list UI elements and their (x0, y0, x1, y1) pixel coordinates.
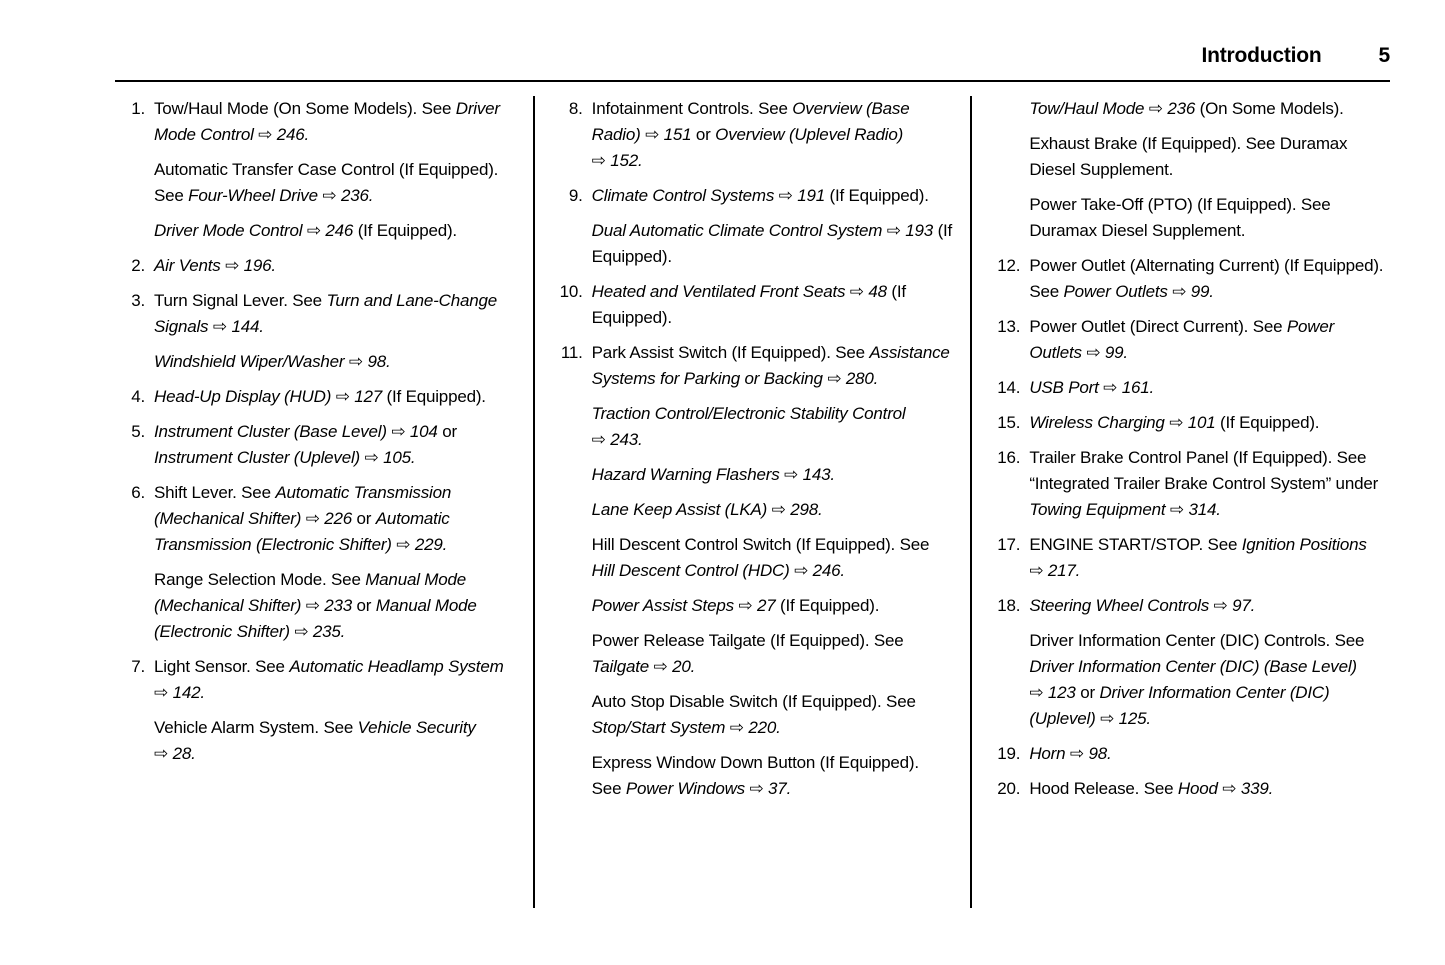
item-text (1029, 593, 1390, 619)
item-text (1029, 96, 1390, 122)
column-divider-1 (533, 96, 535, 908)
item-number (553, 532, 583, 584)
item-text (154, 480, 515, 558)
cross-reference-text: Heated and Ventilated Front Seats ⇨ 48 (591, 282, 887, 301)
item-number: 4. (131, 387, 145, 406)
list-item (990, 375, 1390, 401)
cross-reference-text: Hazard Warning Flashers ⇨ 143. (591, 465, 835, 484)
item-text (154, 654, 515, 706)
cross-reference-text: Instrument Cluster (Uplevel) ⇨ 105. (154, 448, 416, 467)
header-rule (115, 80, 1390, 82)
item-number: 9. (568, 186, 583, 205)
list-item (115, 567, 515, 645)
cross-reference-text: Driver Mode Control ⇨ 246. (154, 99, 500, 144)
cross-reference-text: Instrument Cluster (Base Level) ⇨ 104 (154, 422, 438, 441)
item-text (1029, 445, 1390, 523)
item-number: 11. (560, 343, 583, 362)
item-number (990, 131, 1020, 183)
list-item (990, 741, 1390, 767)
list-item (990, 131, 1390, 183)
item-number (553, 593, 583, 619)
text-segment: (If Equipped). (775, 596, 880, 615)
item-text (592, 689, 953, 741)
item-number (115, 218, 145, 244)
item-number: 17. (997, 535, 1021, 554)
list-item (115, 349, 515, 375)
cross-reference-text: Hill Descent Control (HDC) ⇨ 246. (591, 561, 845, 580)
cross-reference-text: Tow/Haul Mode ⇨ 236 (1029, 99, 1196, 118)
text-segment: Power Outlet (Alternating Current) (If Equipped). See (1029, 256, 1384, 301)
text-segment: (If Equipped). (591, 221, 953, 266)
item-number (990, 628, 1020, 732)
text-segment: Park Assist Switch (If Equipped). See (591, 343, 870, 362)
item-number (553, 689, 583, 741)
item-text (154, 157, 515, 209)
cross-reference-text: Power Outlets ⇨ 99. (1029, 317, 1335, 362)
item-number (553, 497, 583, 523)
item-text (1029, 253, 1390, 305)
cross-reference-text: Hood ⇨ 339. (1177, 779, 1274, 798)
cross-reference-text: Automatic Transmission (Mechanical Shifter) ⇨ 226 (154, 483, 452, 528)
cross-reference-text: Horn ⇨ 98. (1029, 744, 1112, 763)
text-segment: Tow/Haul Mode (On Some Models). See (154, 99, 456, 118)
item-text (1029, 314, 1390, 366)
item-text (154, 96, 515, 148)
text-segment: Shift Lever. See (154, 483, 276, 502)
list-item (115, 480, 515, 558)
cross-reference-text: Power Outlets ⇨ 99. (1063, 282, 1214, 301)
list-item (553, 401, 953, 453)
text-segment: (On Some Models). (1195, 99, 1344, 118)
item-number: 6. (131, 483, 145, 502)
list-item (553, 183, 953, 209)
item-text (592, 218, 953, 270)
item-number (553, 401, 583, 453)
item-text (154, 567, 515, 645)
list-item (115, 96, 515, 148)
item-number (553, 750, 583, 802)
list-item (990, 776, 1390, 802)
cross-reference-text: Dual Automatic Climate Control System ⇨ 193 (591, 221, 934, 240)
list-item (115, 288, 515, 340)
item-text (592, 279, 953, 331)
item-text (1029, 532, 1390, 584)
item-number (115, 157, 145, 209)
cross-reference-text: Air Vents ⇨ 196. (154, 256, 276, 275)
cross-reference-text: Wireless Charging ⇨ 101 (1029, 413, 1216, 432)
cross-reference-text: Driver Information Center (DIC) (Base Level) ⇨ 123 (1029, 657, 1357, 702)
text-segment: Turn Signal Lever. See (154, 291, 327, 310)
item-text (1029, 776, 1390, 802)
list-item (553, 340, 953, 392)
cross-reference-text: Assistance Systems for Parking or Backing ⇨ 280. (591, 343, 950, 388)
cross-reference-text: Head-Up Display (HUD) ⇨ 127 (154, 387, 383, 406)
cross-reference-text: Four-Wheel Drive ⇨ 236. (188, 186, 374, 205)
list-item (553, 628, 953, 680)
text-segment: Auto Stop Disable Switch (If Equipped). See (591, 692, 916, 711)
text-segment: (If Equipped). (382, 387, 486, 406)
item-text (154, 288, 515, 340)
cross-reference-text: Ignition Positions ⇨ 217. (1029, 535, 1367, 580)
list-item (115, 384, 515, 410)
list-item (553, 689, 953, 741)
cross-reference-text: Automatic Transmission (Electronic Shifter) ⇨ 229. (154, 509, 450, 554)
cross-reference-text: Driver Information Center (DIC) (Uplevel) ⇨ 125. (1029, 683, 1330, 728)
item-number (553, 218, 583, 270)
cross-reference-text: Windshield Wiper/Washer ⇨ 98. (154, 352, 391, 371)
list-item (990, 96, 1390, 122)
text-segment: Trailer Brake Control Panel (If Equipped). See “Integrated Trailer Brake Control System” under (1029, 448, 1379, 493)
list-item (115, 253, 515, 279)
text-segment: Range Selection Mode. See (154, 570, 366, 589)
cross-reference-text: Manual Mode (Electronic Shifter) ⇨ 235. (154, 596, 477, 641)
item-text (592, 340, 953, 392)
cross-reference-text: Automatic Headlamp System ⇨ 142. (154, 657, 504, 702)
text-segment: (If Equipped). (353, 221, 457, 240)
item-text (592, 593, 953, 619)
item-number (553, 462, 583, 488)
column-divider-2 (970, 96, 972, 908)
item-number: 10. (559, 282, 583, 301)
text-segment: Exhaust Brake (If Equipped). See Duramax Diesel Supplement. (1029, 134, 1348, 179)
column-2 (553, 96, 953, 908)
cross-reference-text: Overview (Uplevel Radio) ⇨ 152. (591, 125, 904, 170)
text-segment: or (691, 125, 716, 144)
cross-reference-text: Turn and Lane-Change Signals ⇨ 144. (154, 291, 497, 336)
item-text (1029, 741, 1390, 767)
list-item (990, 532, 1390, 584)
list-item (553, 96, 953, 174)
item-number (115, 715, 145, 767)
item-text (154, 715, 515, 767)
list-item (553, 462, 953, 488)
cross-reference-text: USB Port ⇨ 161. (1029, 378, 1154, 397)
item-number: 19. (997, 744, 1021, 763)
item-number: 20. (997, 779, 1021, 798)
text-segment: ENGINE START/STOP. See (1029, 535, 1242, 554)
text-segment: Hood Release. See (1029, 779, 1178, 798)
item-text (154, 218, 515, 244)
list-item (553, 750, 953, 802)
page-number: 5 (1378, 44, 1390, 67)
cross-reference-text: Driver Mode Control ⇨ 246 (154, 221, 354, 240)
item-number: 5. (131, 422, 145, 441)
text-segment: Automatic Transfer Case Control (If Equipped). See (154, 160, 499, 205)
item-text (592, 183, 953, 209)
list-item (990, 253, 1390, 305)
item-number: 2. (131, 256, 145, 275)
item-text (154, 384, 515, 410)
item-number: 14. (997, 378, 1021, 397)
cross-reference-text: Lane Keep Assist (LKA) ⇨ 298. (591, 500, 823, 519)
item-number: 13. (997, 317, 1021, 336)
item-text (592, 497, 953, 523)
cross-reference-text: Overview (Base Radio) ⇨ 151 (591, 99, 910, 144)
text-segment: (If Equipped). (591, 282, 906, 327)
item-number: 3. (131, 291, 145, 310)
text-segment: (If Equipped). (1215, 413, 1320, 432)
column-1 (115, 96, 515, 908)
text-segment: Light Sensor. See (154, 657, 290, 676)
text-segment: Power Outlet (Direct Current). See (1029, 317, 1287, 336)
list-item (553, 497, 953, 523)
text-segment: Express Window Down Button (If Equipped). See (591, 753, 919, 798)
list-item (115, 654, 515, 706)
list-item (115, 218, 515, 244)
list-item (990, 593, 1390, 619)
item-text (1029, 628, 1390, 732)
item-text (592, 628, 953, 680)
list-item (553, 532, 953, 584)
list-item (990, 314, 1390, 366)
item-number: 7. (131, 657, 145, 676)
item-number: 12. (997, 256, 1021, 275)
item-number (115, 349, 145, 375)
cross-reference-text: Manual Mode (Mechanical Shifter) ⇨ 233 (154, 570, 467, 615)
list-item (553, 218, 953, 270)
text-segment: Infotainment Controls. See (591, 99, 793, 118)
cross-reference-text: Stop/Start System ⇨ 220. (591, 718, 781, 737)
item-text (1029, 131, 1390, 183)
item-text (592, 96, 953, 174)
list-item (115, 715, 515, 767)
item-text (154, 419, 515, 471)
item-number: 16. (997, 448, 1021, 467)
item-number: 15. (997, 413, 1021, 432)
cross-reference-text: Power Windows ⇨ 37. (625, 779, 792, 798)
text-segment: or (1075, 683, 1100, 702)
item-text (1029, 375, 1390, 401)
list-item (553, 593, 953, 619)
item-number: 1. (131, 99, 145, 118)
item-number: 18. (997, 596, 1021, 615)
list-item (115, 157, 515, 209)
list-item (990, 445, 1390, 523)
item-number (990, 192, 1020, 244)
chapter-title: Introduction (1201, 44, 1322, 67)
item-text (1029, 410, 1390, 436)
item-number (553, 628, 583, 680)
text-segment: Driver Information Center (DIC) Controls. See (1029, 631, 1365, 650)
list-item (553, 279, 953, 331)
list-item (115, 419, 515, 471)
text-segment: or (352, 509, 376, 528)
text-segment: Hill Descent Control Switch (If Equipped). See (591, 535, 930, 554)
item-text (592, 401, 953, 453)
text-segment: Power Take-Off (PTO) (If Equipped). See Duramax Diesel Supplement. (1029, 195, 1331, 240)
text-segment: Power Release Tailgate (If Equipped). See (591, 631, 904, 650)
cross-reference-text: Tailgate ⇨ 20. (591, 657, 696, 676)
content-columns (115, 96, 1390, 908)
text-segment: Vehicle Alarm System. See (154, 718, 358, 737)
text-segment: or (352, 596, 376, 615)
text-segment: or (437, 422, 457, 441)
item-text (154, 253, 515, 279)
item-text (154, 349, 515, 375)
cross-reference-text: Power Assist Steps ⇨ 27 (591, 596, 776, 615)
cross-reference-text: Climate Control Systems ⇨ 191 (591, 186, 825, 205)
item-text (1029, 192, 1390, 244)
item-number: 8. (568, 99, 583, 118)
text-segment: (If Equipped). (824, 186, 929, 205)
item-text (592, 532, 953, 584)
item-number (990, 96, 1020, 122)
cross-reference-text: Vehicle Security ⇨ 28. (154, 718, 476, 763)
cross-reference-text: Traction Control/Electronic Stability Control ⇨ 243. (591, 404, 906, 449)
list-item (990, 192, 1390, 244)
list-item (990, 628, 1390, 732)
item-text (592, 462, 953, 488)
page-header (115, 44, 1390, 68)
list-item (990, 410, 1390, 436)
cross-reference-text: Steering Wheel Controls ⇨ 97. (1029, 596, 1256, 615)
item-text (592, 750, 953, 802)
cross-reference-text: Towing Equipment ⇨ 314. (1029, 500, 1221, 519)
column-3 (990, 96, 1390, 908)
item-number (115, 567, 145, 645)
